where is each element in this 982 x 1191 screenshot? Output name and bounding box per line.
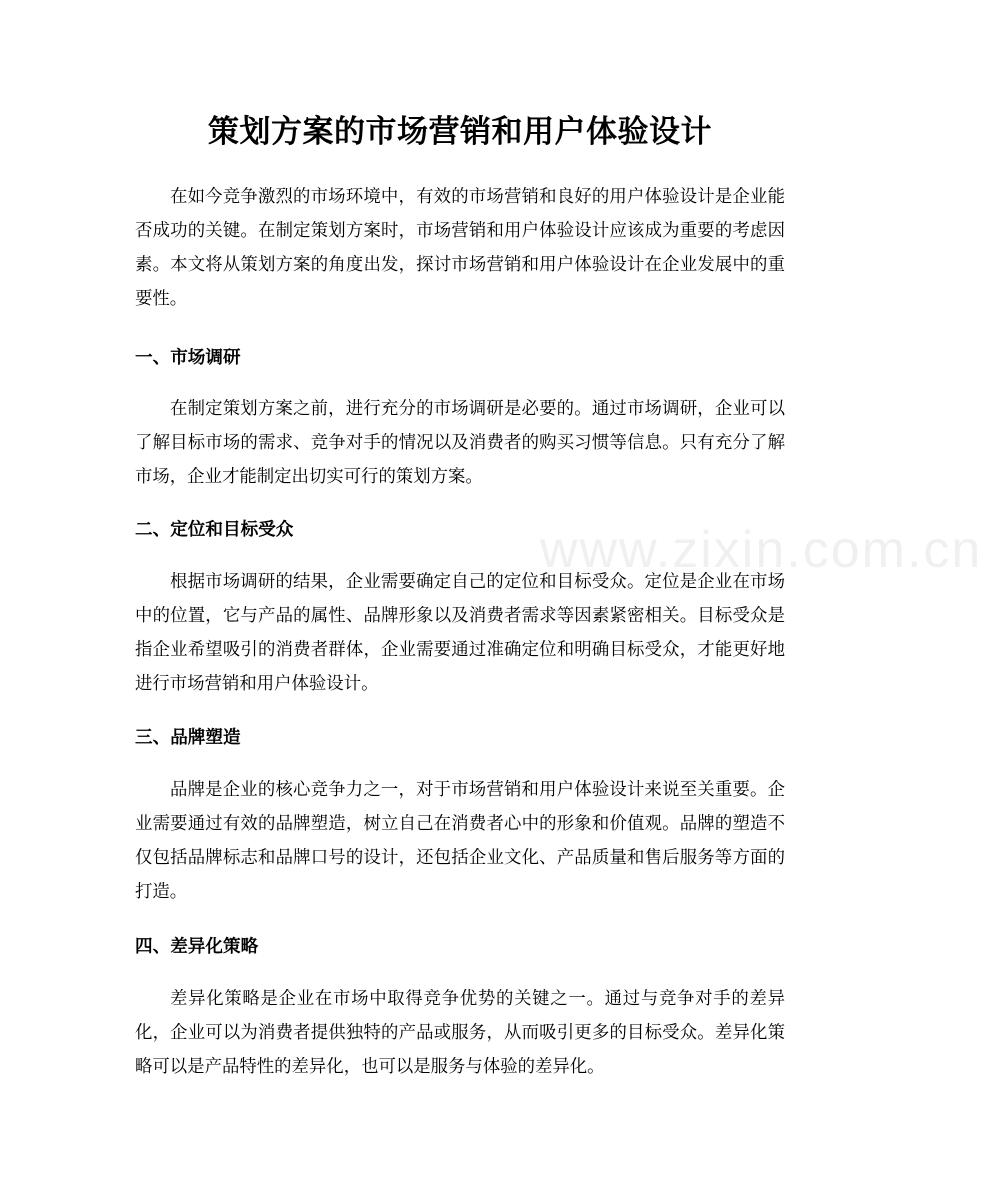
watermark: www.zixin.com.cn — [540, 521, 982, 579]
section-4-paragraph: 差异化策略是企业在市场中取得竞争优势的关键之一。通过与竞争对手的差异化，企业可以为消费者提供独特的产品或服务，从而吸引更多的目标受众。差异化策略可以是产品特性的差异化，也可以是服务与体验的差异化。 — [135, 989, 785, 1077]
section-3-paragraph: 品牌是企业的核心竞争力之一，对于市场营销和用户体验设计来说至关重要。企业需要通过有效的品牌塑造，树立自己在消费者心中的形象和价值观。品牌的塑造不仅包括品牌标志和品牌口号的设计，还包括企业文化、产品质量和售后服务等方面的打造。 — [135, 780, 785, 902]
section-2-heading: 二、定位和目标受众 — [135, 520, 294, 540]
section-3-heading: 三、品牌塑造 — [135, 728, 241, 748]
section-4-heading: 四、差异化策略 — [135, 937, 259, 957]
section-2-paragraph: 根据市场调研的结果，企业需要确定自己的定位和目标受众。定位是企业在市场中的位置，它与产品的属性、品牌形象以及消费者需求等因素紧密相关。目标受众是指企业希望吸引的消费者群体，企业需要通过准确定位和明确目标受众，才能更好地进行市场营销和用户体验设计。 — [135, 572, 785, 694]
page-title: 策划方案的市场营销和用户体验设计 — [208, 114, 712, 150]
section-1-heading: 一、市场调研 — [135, 348, 241, 368]
intro-paragraph: 在如今竞争激烈的市场环境中，有效的市场营销和良好的用户体验设计是企业能否成功的关键。在制定策划方案时，市场营销和用户体验设计应该成为重要的考虑因素。本文将从策划方案的角度出发，探讨市场营销和用户体验设计在企业发展中的重要性。 — [135, 187, 785, 309]
section-1-paragraph: 在制定策划方案之前，进行充分的市场调研是必要的。通过市场调研，企业可以了解目标市场的需求、竞争对手的情况以及消费者的购买习惯等信息。只有充分了解市场，企业才能制定出切实可行的策划方案。 — [135, 399, 785, 487]
